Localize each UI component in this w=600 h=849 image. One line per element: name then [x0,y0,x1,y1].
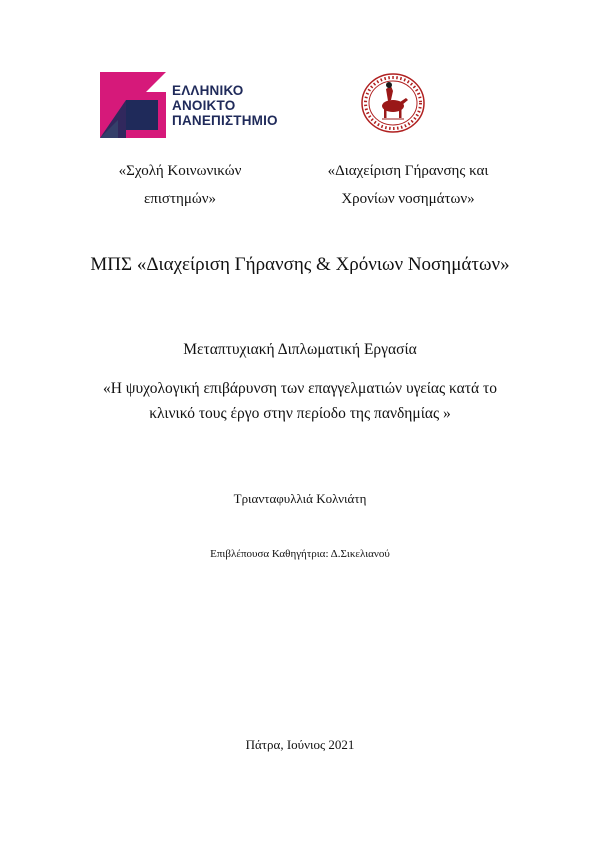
eap-logo-line-2: ΑΝΟΙΚΤΟ [172,98,236,113]
thesis-title [80,376,520,426]
eap-logo-text [172,83,278,128]
university-of-patras-seal-icon [360,72,426,134]
eap-logo-mark-icon [96,70,172,140]
eap-logo-line-3: ΠΑΝΕΠΙΣΤΗΜΙΟ [172,113,278,128]
author-name: Τριανταφυλλιά Κολνιάτη [233,491,367,506]
school-right-line-1: «Διαχείριση Γήρανσης και [327,163,489,179]
supervisor: Επιβλέπουσα Καθηγήτρια: Δ.Σικελιανού [210,548,390,560]
eap-logo-line-1: ΕΛΛΗΝΙΚΟ [172,83,244,98]
thesis-title-line-1: «Η ψυχολογική επιβάρυνση των επαγγελματιών υγείας κατά το [102,380,498,397]
school-left [60,157,300,213]
program-title: ΜΠΣ «Διαχείριση Γήρανσης & Χρόνιων Νοσημάτων» [90,254,510,275]
university-seal [360,72,426,134]
school-right-line-2: Χρονίων νοσημάτων» [341,191,475,207]
place-date: Πάτρα, Ιούνιος 2021 [245,737,355,752]
school-right [288,157,528,213]
school-left-line-1: «Σχολή Κοινωνικών [118,163,242,179]
thesis-title-line-2: κλινικό τους έργο στην περίοδο της πανδημίας » [149,405,451,422]
school-left-line-2: επιστημών» [143,191,217,207]
thesis-type: Μεταπτυχιακή Διπλωματική Εργασία [183,341,417,358]
eap-logo [96,70,286,140]
